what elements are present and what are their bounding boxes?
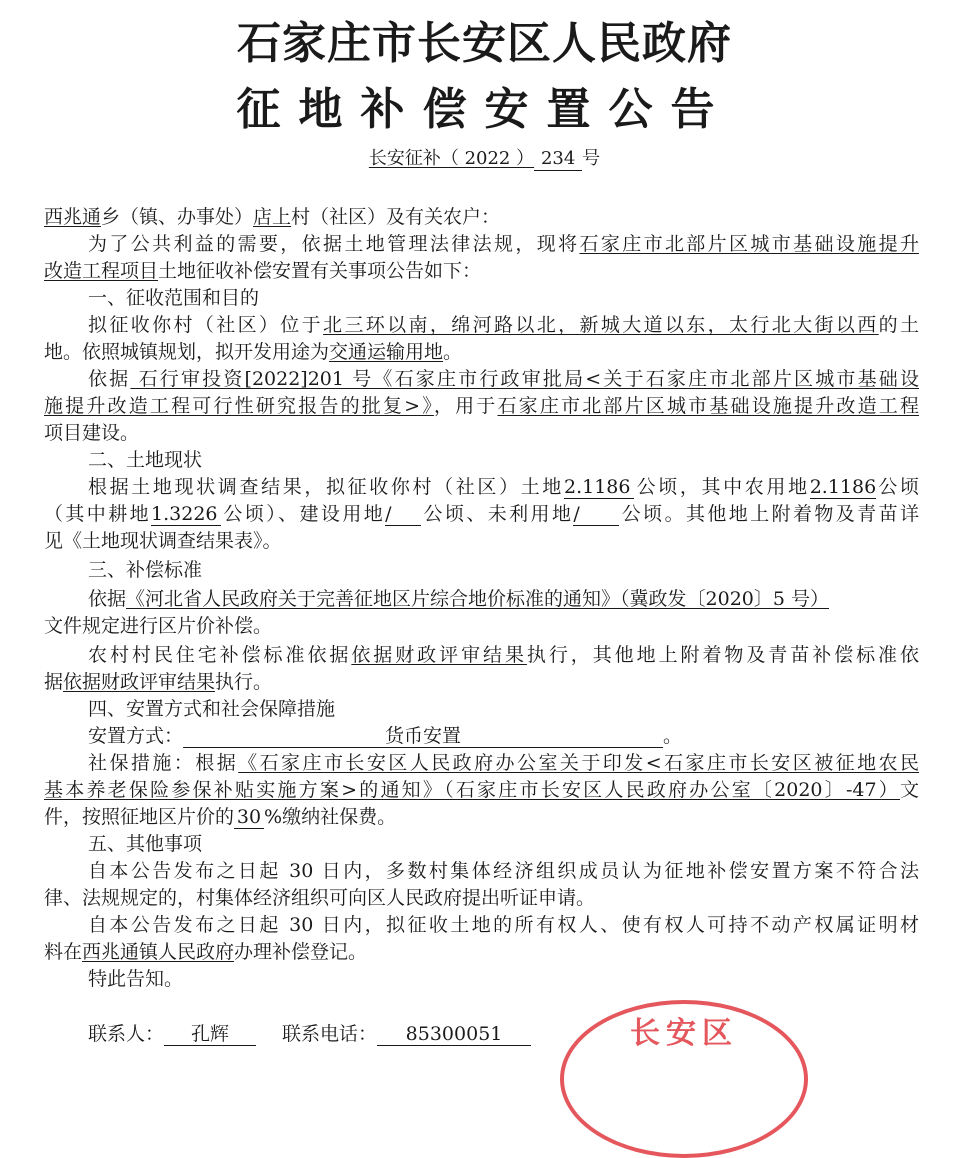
sec1-basis-line-3: 项目建设。	[44, 422, 140, 444]
unused-land-area: /	[573, 503, 619, 526]
official-seal: 长安区	[560, 1000, 808, 1158]
farm-land-area: 2.1186	[809, 476, 877, 498]
doc-number-suffix: 号	[582, 148, 601, 169]
issuer-title: 石家庄市长安区人民政府	[237, 18, 732, 69]
social-security-line-3: 件，按照征地区片价的 30 %缴纳社保费。	[44, 806, 397, 828]
contact-phone: 85300051	[377, 1023, 531, 1046]
sec2-line-2: （其中耕地1.3226 公顷）、建设用地/ 公顷、未利用地/ 公顷。其他地上附着物及青苗详	[44, 503, 919, 525]
sec1-scope-line-1: 拟征收你村（社区）位于北三环以南，绵河路以北，新城大道以东，太行北大街以西的土	[88, 314, 919, 336]
construction-land-area: /	[385, 503, 421, 526]
social-security-doc: 《石家庄市长安区人民政府办公室关于印发<石家庄市长安区被征地农民	[238, 752, 919, 774]
addressee-line: 西兆通乡（镇、办事处）店上村（社区）及有关农户：	[44, 206, 501, 228]
intro-line-1: 为了公共利益的需要，依据土地管理法律法规，现将石家庄市北部片区城市基础设施提升	[88, 233, 919, 255]
document-number	[0, 146, 969, 172]
contact-person: 孔辉	[164, 1023, 256, 1046]
section-3-heading: 三、补偿标准	[88, 559, 203, 581]
social-security-line-2: 基本养老保险参保补贴实施方案>的通知》（石家庄市长安区人民政府办公室〔2020〕-47）文	[44, 779, 919, 801]
land-use: 交通运输用地	[329, 341, 444, 363]
land-total-area: 2.1186	[564, 476, 634, 499]
section-1-heading: 一、征收范围和目的	[88, 287, 260, 309]
section-2-heading: 二、土地现状	[88, 449, 203, 471]
social-security-percent: 30	[234, 806, 264, 829]
sec1-basis-line-1: 依据 石行审投资[2022]201 号《石家庄市行政审批局<关于石家庄市北部片区城市基础设	[88, 368, 919, 390]
notice-title: 征地补偿安置公告	[236, 84, 733, 135]
sec1-scope-line-2: 地。依照城镇规划，拟开发用途为交通运输用地。	[44, 341, 463, 363]
sec3-line-3: 农村村民住宅补偿标准依据依据财政评审结果执行，其他地上附着物及青苗补偿标准依	[88, 644, 919, 666]
sec1-basis-line-2: 施提升改造工程可行性研究报告的批复>》，用于石家庄市北部片区城市基础设施提升改造工程	[44, 395, 919, 417]
compensation-standard-doc: 《河北省人民政府关于完善征地区片综合地价标准的通知》（冀政发〔2020〕5 号）	[126, 588, 829, 610]
doc-number-prefix: 长安征补（ 2022 ）	[368, 148, 535, 169]
sec5-line-4: 料在西兆通镇人民政府办理补偿登记。	[44, 941, 368, 963]
township-name: 西兆通	[44, 206, 102, 228]
housing-compensation-basis: 依据财政评审结果	[351, 644, 527, 666]
section-4-heading: 四、安置方式和社会保障措施	[88, 698, 336, 720]
approval-document: 石行审投资[2022]201 号《石家庄市行政审批局<关于石家庄市北部片区城市基础设	[130, 368, 919, 390]
registration-office: 西兆通镇人民政府	[82, 941, 235, 963]
sec5-line-3: 自本公告发布之日起 30 日内，拟征收土地的所有权人、使有权人可持不动产权属证明材	[88, 914, 919, 936]
attachment-compensation-basis: 依据财政评审结果	[63, 671, 216, 693]
resettlement-method: 货币安置	[183, 725, 663, 748]
project-name: 石家庄市北部片区城市基础设施提升	[579, 233, 919, 255]
section-5-heading: 五、其他事项	[88, 833, 203, 855]
intro-line-2: 改造工程项目土地征收补偿安置有关事项公告如下：	[44, 260, 482, 282]
doc-number-value: 234	[534, 148, 582, 171]
sec5-line-2: 律、法规规定的，村集体经济组织可向区人民政府提出听证申请。	[44, 887, 596, 909]
resettlement-method-line: 安置方式： 货币安置 。	[88, 725, 683, 747]
sec3-line-2: 文件规定进行区片价补偿。	[44, 615, 273, 637]
sec3-line-1: 依据《河北省人民政府关于完善征地区片综合地价标准的通知》（冀政发〔2020〕5 号）	[88, 588, 829, 610]
sec2-line-1: 根据土地现状调查结果，拟征收你村（社区）土地2.1186 公顷，其中农用地2.1186公顷	[88, 476, 919, 498]
social-security-line-1: 社保措施：根据《石家庄市长安区人民政府办公室关于印发<石家庄市长安区被征地农民	[88, 752, 919, 774]
closing-line: 特此告知。	[88, 968, 184, 990]
village-name: 店上	[253, 206, 292, 228]
arable-land-area: 1.3226	[151, 503, 221, 526]
sec5-line-1: 自本公告发布之日起 30 日内，多数村集体经济组织成员认为征地补偿安置方案不符合法	[88, 860, 919, 882]
land-location: 北三环以南，绵河路以北，新城大道以东，太行北大街以西	[323, 314, 879, 336]
sec3-line-4: 据依据财政评审结果执行。	[44, 671, 273, 693]
sec2-line-3: 见《土地现状调查结果表》。	[44, 530, 282, 552]
contact-line: 联系人： 孔辉 联系电话： 85300051	[88, 1021, 919, 1047]
